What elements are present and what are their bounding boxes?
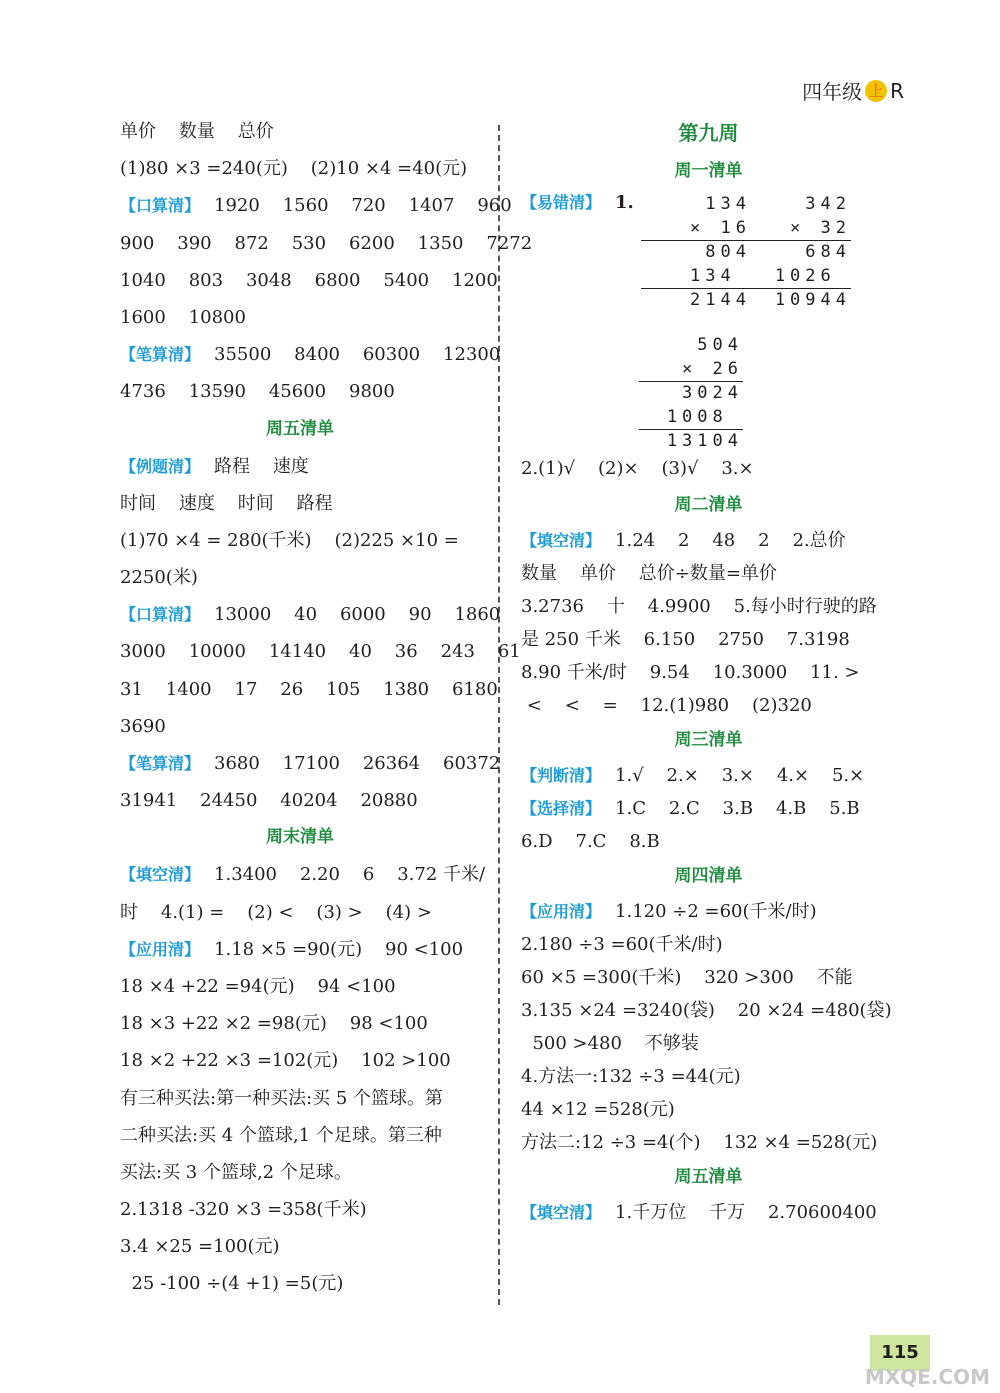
section-title: 周五清单 — [674, 1167, 743, 1188]
question-number: 1. — [615, 192, 634, 213]
answer-line: 方法二:12 ÷3 =4(个) 132 ×4 =528(元) — [521, 1132, 878, 1154]
section-tag: 【填空清】 — [521, 1203, 602, 1223]
answer-line: 18 ×2 +22 ×3 =102(元) 102 >100 — [120, 1050, 451, 1072]
answer-line: 【笔算清】 35500 8400 60300 12300 — [120, 344, 501, 366]
answer-line: 8.90 千米/时 9.54 10.3000 11. > — [521, 662, 860, 684]
answer-line: 有三种买法:第一种买法:买 5 个篮球。第 — [120, 1087, 444, 1109]
grade-prefix: 四年级 — [802, 80, 863, 104]
answer-line: 3.2736 十 4.9900 5.每小时行驶的路 — [521, 596, 877, 618]
answer-line: 【应用清】 1.18 ×5 =90(元) 90 <100 — [120, 938, 464, 960]
answer-line: 6.D 7.C 8.B — [521, 831, 660, 853]
week-title: 第九周 — [678, 121, 739, 145]
section-tag: 【例题清】 — [120, 456, 201, 476]
answer-line: (1)70 ×4 = 280(千米) (2)225 ×10 = — [120, 529, 459, 551]
answer-line: 3690 — [120, 715, 166, 737]
column-divider — [498, 125, 500, 1305]
answer-line: 2.(1)√ (2)× (3)√ 3.× — [521, 458, 754, 479]
answer-line: 【填空清】 1.24 2 48 2 2.总价 — [521, 530, 846, 552]
answer-line: 【笔算清】 3680 17100 26364 60372 — [120, 753, 501, 774]
section-tag: 【应用清】 — [521, 902, 602, 922]
page-number: 115 — [870, 1335, 930, 1371]
answer-line: 3.135 ×24 =3240(袋) 20 ×24 =480(袋) — [521, 1000, 892, 1022]
answer-line: 4736 13590 45600 9800 — [120, 381, 395, 403]
answer-line: 二种买法:买 4 个篮球,1 个足球。第三种 — [120, 1124, 442, 1146]
answer-line: 2250(米) — [120, 567, 198, 589]
section-tag: 【选择清】 — [521, 799, 602, 819]
answer-line: 是 250 千米 6.150 2750 7.3198 — [521, 629, 850, 651]
answer-line: 3000 10000 14140 40 36 243 61 — [120, 641, 521, 663]
answer-line: 数量 单价 总价÷数量=单价 — [521, 563, 777, 585]
section-tag: 【填空清】 — [521, 531, 602, 551]
answer-line: 1040 803 3048 6800 5400 1200 — [120, 269, 498, 291]
section-title: 周末清单 — [266, 827, 334, 848]
answer-line: 【口算清】 13000 40 6000 90 1860 — [120, 604, 501, 626]
watermark: MXQE.COM — [864, 1365, 990, 1389]
answer-line: 31941 24450 40204 20880 — [120, 790, 418, 812]
vertical-multiplication: 504 × 26 3024 1008 13104 — [639, 334, 743, 454]
left-column — [120, 113, 533, 1303]
section-tag: 【笔算清】 — [120, 754, 201, 773]
answer-line: 【填空清】 1.3400 2.20 6 3.72 千米/ — [120, 864, 486, 886]
answer-line: 900 390 872 530 6200 1350 7272 — [120, 232, 533, 254]
section-tag: 【判断清】 — [521, 766, 602, 786]
answer-line: (1)80 ×3 =240(元) (2)10 ×4 =40(元) — [120, 158, 468, 180]
answer-line: 500 >480 不够装 — [521, 1033, 699, 1055]
answer-line: 18 ×3 +22 ×2 =98(元) 98 <100 — [120, 1013, 428, 1035]
answer-line: 44 ×12 =528(元) — [521, 1099, 675, 1121]
answer-line: 4.方法一:132 ÷3 =44(元) — [521, 1066, 741, 1088]
section-title: 周二清单 — [674, 495, 743, 516]
right-column — [521, 113, 896, 1229]
answer-line: 【填空清】 1.千万位 千万 2.70600400 — [521, 1202, 877, 1224]
answer-line: 【选择清】 1.C 2.C 3.B 4.B 5.B — [521, 798, 860, 820]
vertical-multiplication: 342 × 32 684 1026 10944 — [747, 193, 851, 313]
answer-line: 【口算清】 1920 1560 720 1407 960 — [120, 195, 512, 217]
grade-header — [802, 76, 904, 105]
grade-badge: 上 — [865, 80, 887, 102]
answer-line: 【判断清】 1.√ 2.× 3.× 4.× 5.× — [521, 765, 865, 787]
answer-line: 25 -100 ÷(4 +1) =5(元) — [120, 1273, 344, 1295]
answer-line: 3.4 ×25 =100(元) — [120, 1236, 280, 1258]
answer-line: 单价 数量 总价 — [120, 121, 274, 142]
vertical-multiplication: 134 × 16 804 134 2144 — [641, 193, 751, 313]
section-title: 周五清单 — [266, 418, 334, 439]
answer-line: 31 1400 17 26 105 1380 6180 — [120, 678, 498, 700]
vertical-calculations — [521, 190, 896, 450]
answer-line: 2.180 ÷3 =60(千米/时) — [521, 934, 723, 956]
answer-line: < < = 12.(1)980 (2)320 — [521, 695, 812, 717]
answer-line: 时间 速度 时间 路程 — [120, 492, 333, 514]
answer-line: 60 ×5 =300(千米) 320 >300 不能 — [521, 967, 853, 989]
answer-line: 时 4.(1) = (2) < (3) > (4) > — [120, 901, 432, 923]
grade-suffix: R — [890, 78, 904, 103]
section-tag: 【口算清】 — [120, 196, 201, 216]
section-tag: 【笔算清】 — [120, 345, 201, 365]
section-tag: 【易错清】 — [521, 193, 602, 212]
section-tag: 【口算清】 — [120, 605, 201, 625]
section-title: 周一清单 — [674, 161, 743, 181]
section-title: 周三清单 — [674, 730, 743, 751]
answer-line: 【例题清】 路程 速度 — [120, 455, 309, 477]
section-tag: 【应用清】 — [120, 939, 201, 959]
section-tag: 【填空清】 — [120, 865, 201, 885]
answer-line: 【应用清】 1.120 ÷2 =60(千米/时) — [521, 901, 817, 923]
answer-line: 1600 10800 — [120, 306, 246, 328]
answer-line: 18 ×4 +22 =94(元) 94 <100 — [120, 975, 396, 997]
answer-line: 2.1318 -320 ×3 =358(千米) — [120, 1199, 367, 1221]
section-title: 周四清单 — [674, 866, 743, 887]
answer-line: 买法:买 3 个篮球,2 个足球。 — [120, 1161, 352, 1183]
